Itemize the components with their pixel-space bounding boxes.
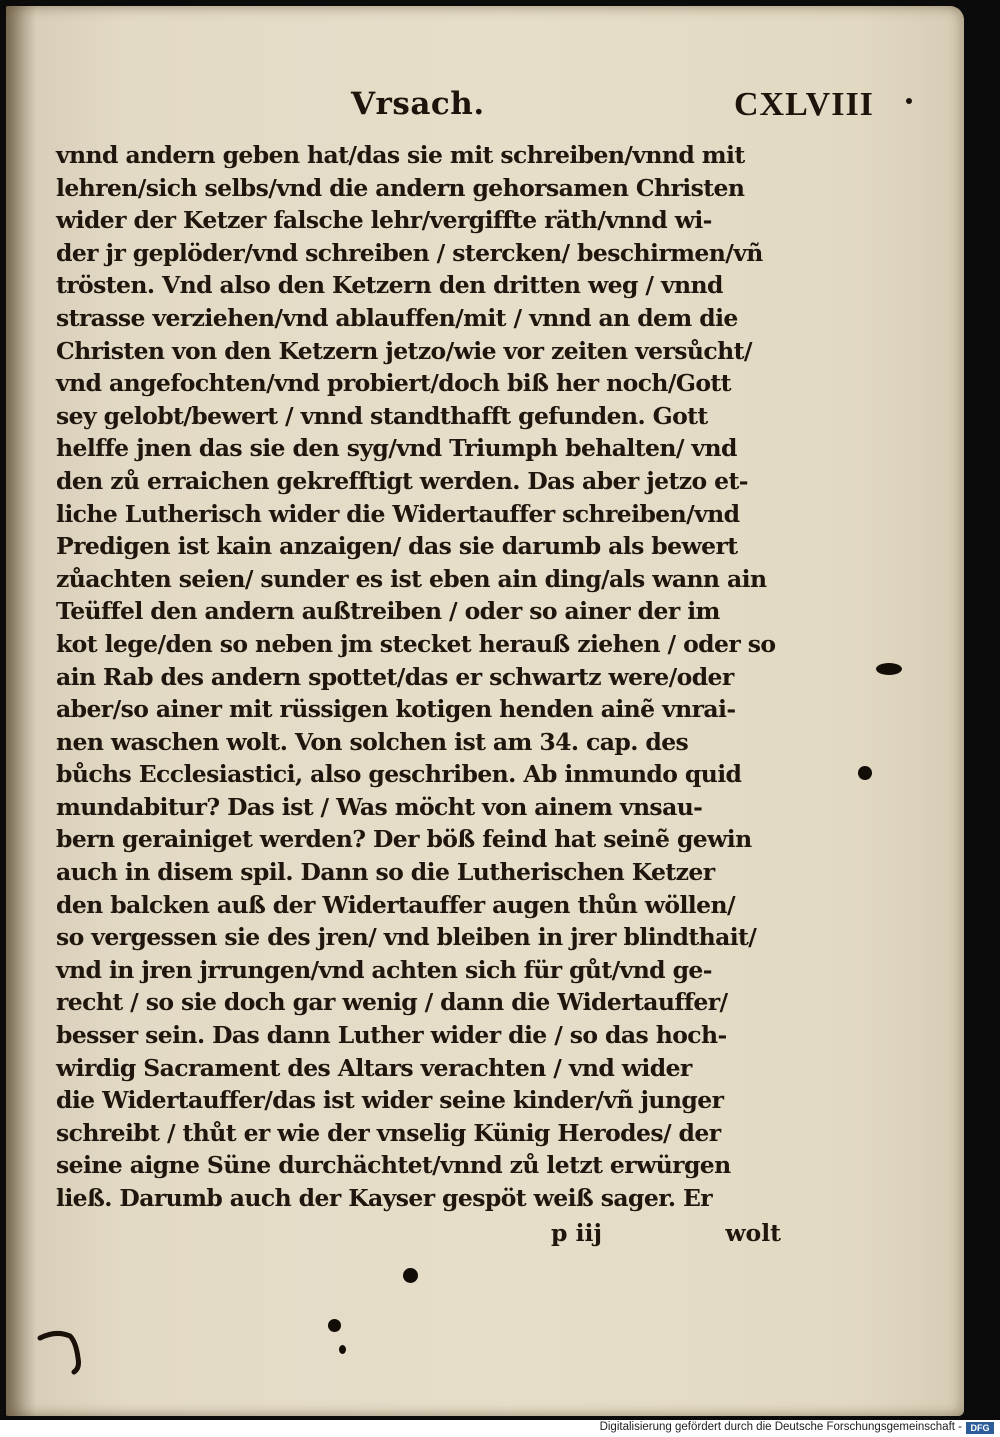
text-line: liche Lutherisch wider die Widertauffer schreiben/vnd: [56, 499, 740, 528]
book-page: [6, 6, 964, 1416]
text-line: recht / so sie doch gar wenig / dann die Widertauffer/: [56, 988, 728, 1017]
text-line: vnd angefochten/vnd probiert/doch biß her noch/Gott: [56, 369, 731, 398]
text-line: Christen von den Ketzern jetzo/wie vor zeiten versůcht/: [56, 336, 752, 365]
text-line: vnnd andern geben hat/das sie mit schreiben/vnnd mit: [56, 141, 745, 169]
running-head: [6, 86, 964, 136]
signature-line: [56, 1215, 781, 1255]
text-line: bern gerainiget werden? Der böß feind hat seinẽ gewin: [56, 825, 752, 854]
ink-blot: [339, 1345, 346, 1354]
text-line: wirdig Sacrament des Altars verachten / vnd wider: [56, 1053, 692, 1082]
text-line: ließ. Darumb auch der Kayser gespöt weiß sager. Er: [56, 1184, 713, 1212]
text-line: zůachten seien/ sunder es ist eben ain ding/als wann ain: [56, 564, 767, 593]
text-line: mundabitur? Das ist / Was möcht von ainem vnsau-: [56, 792, 703, 821]
folio-number: CXLVIII: [734, 86, 874, 123]
ink-mark: [36, 1328, 96, 1378]
text-line: nen waschen wolt. Von solchen ist am 34. cap. des: [56, 727, 689, 756]
text-line: lehren/sich selbs/vnd die andern gehorsamen Christen: [56, 173, 745, 202]
text-line: strasse verziehen/vnd ablauffen/mit / vnnd an dem die: [56, 303, 738, 332]
ink-blot: [876, 663, 902, 675]
text-line: seine aigne Süne durchächtet/vnnd zů letzt erwürgen: [56, 1151, 731, 1180]
text-line: schreibt / thůt er wie der vnselig Künig Herodes/ der: [56, 1118, 721, 1147]
text-line: der jr geplöder/vnd schreiben / stercken/ beschirmen/vñ: [56, 238, 763, 267]
text-line: besser sein. Das dann Luther wider die / so das hoch-: [56, 1021, 727, 1050]
text-line: ain Rab des andern spottet/das er schwartz were/oder: [56, 662, 734, 691]
text-line: Teüffel den andern außtreiben / oder so ainer der im: [56, 597, 720, 626]
text-line: kot lege/den so neben jm stecket herauß ziehen / oder so: [56, 629, 776, 658]
ink-blot: [328, 1319, 341, 1332]
body-text: [56, 139, 781, 1255]
ink-dot: [906, 98, 912, 104]
ink-blot: [858, 766, 872, 780]
funding-credit: Digitalisierung gefördert durch die Deutsche Forschungsgemeinschaft -: [599, 1421, 962, 1433]
text-line: den zů erraichen gekrefftigt werden. Das aber jetzo et-: [56, 466, 748, 495]
text-line: wider der Ketzer falsche lehr/vergiffte räth/vnnd wi-: [56, 206, 712, 235]
text-line: die Widertauffer/das ist wider seine kinder/vñ junger: [56, 1086, 724, 1115]
text-line: trösten. Vnd also den Ketzern den dritten weg / vnnd: [56, 271, 723, 300]
text-line: bůchs Ecclesiastici, also geschriben. Ab inmundo quid: [56, 760, 742, 789]
text-line: sey gelobt/bewert / vnnd standthafft gefunden. Gott: [56, 401, 708, 430]
running-head-title: Vrsach.: [351, 86, 485, 122]
text-line: Predigen ist kain anzaigen/ das sie darumb als bewert: [56, 532, 738, 561]
text-line: auch in disem spil. Dann so die Lutherischen Ketzer: [56, 858, 715, 887]
text-line: aber/so ainer mit rüssigen kotigen henden ainẽ vnrai-: [56, 695, 736, 724]
ink-blot: [403, 1268, 418, 1283]
signature-mark: p iij: [551, 1218, 602, 1247]
text-line: vnd in jren jrrungen/vnd achten sich für gůt/vnd ge-: [56, 955, 712, 984]
text-line: helffe jnen das sie den syg/vnd Triumph behalten/ vnd: [56, 434, 737, 463]
dfg-logo: DFG: [966, 1422, 994, 1434]
catchword: wolt: [725, 1218, 781, 1247]
text-line: so vergessen sie des jren/ vnd bleiben in jrer blindthait/: [56, 923, 757, 952]
text-line: den balcken auß der Widertauffer augen thůn wöllen/: [56, 890, 735, 919]
footer-bar: [0, 1420, 1000, 1437]
